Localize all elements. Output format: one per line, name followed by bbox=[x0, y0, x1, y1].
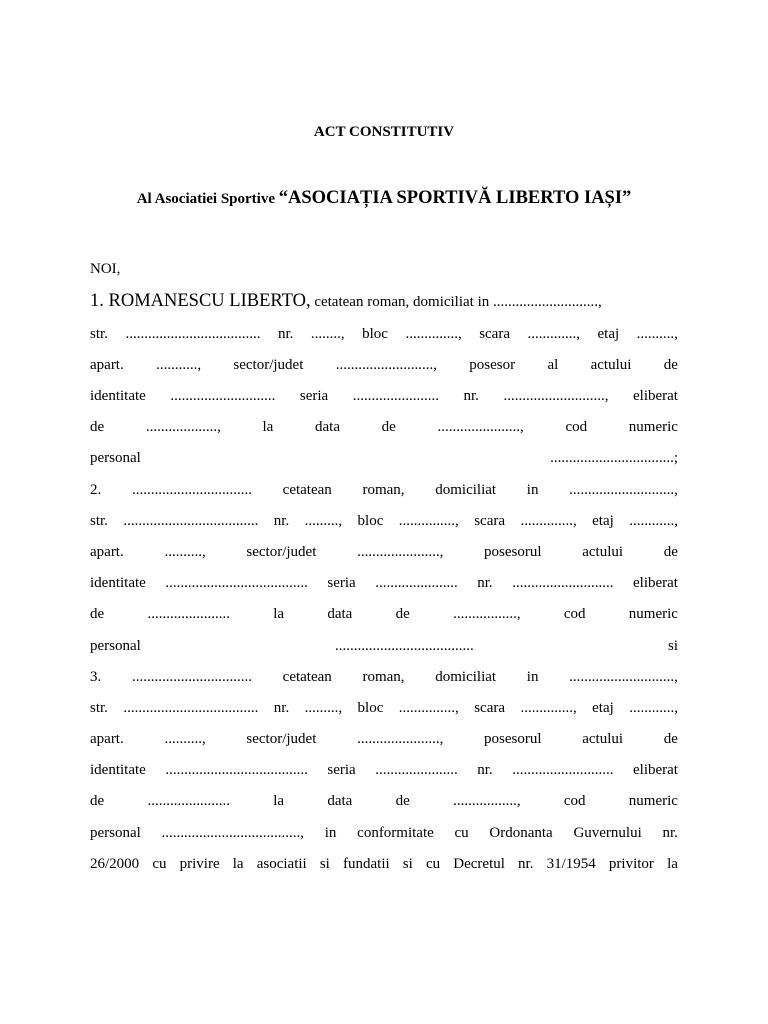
word: in bbox=[526, 669, 539, 685]
word: numeric bbox=[628, 793, 678, 809]
paragraph-line bbox=[90, 604, 678, 624]
word: privire bbox=[179, 856, 220, 872]
word: posesorul bbox=[484, 731, 542, 747]
word: si bbox=[319, 856, 330, 872]
word: ..........................., bbox=[503, 388, 609, 404]
word: eliberat bbox=[633, 388, 678, 404]
word: ................................ bbox=[131, 669, 252, 685]
word: .................................... bbox=[125, 326, 261, 342]
word: ............................, bbox=[569, 482, 678, 498]
document-title: ACT CONSTITUTIV bbox=[313, 124, 455, 140]
word: ............, bbox=[629, 513, 678, 529]
word: nr. bbox=[477, 575, 493, 591]
document-subtitle bbox=[0, 188, 768, 209]
word: ..................., bbox=[145, 419, 221, 435]
word: str. bbox=[90, 326, 108, 342]
word: ............., bbox=[527, 326, 580, 342]
word: de bbox=[90, 606, 105, 622]
paragraph-line bbox=[90, 667, 678, 687]
word: etaj bbox=[592, 513, 614, 529]
word: numeric bbox=[628, 606, 678, 622]
member-name: 1. ROMANESCU LIBERTO, bbox=[90, 291, 311, 311]
word: .............., bbox=[520, 700, 577, 716]
word: .........................., bbox=[335, 357, 437, 373]
word: personal bbox=[90, 825, 141, 841]
word: domiciliat bbox=[435, 482, 497, 498]
word: str. bbox=[90, 700, 108, 716]
paragraph-line bbox=[90, 823, 678, 843]
word: sector/judet bbox=[246, 731, 317, 747]
word: seria bbox=[327, 762, 356, 778]
paragraph-line bbox=[90, 760, 678, 780]
word: ........................... bbox=[512, 575, 614, 591]
word: scara bbox=[474, 700, 506, 716]
word: ......................, bbox=[357, 544, 444, 560]
word: seria bbox=[299, 388, 329, 404]
word: ..........., bbox=[156, 357, 202, 373]
word: roman, bbox=[362, 482, 405, 498]
word: de bbox=[663, 357, 678, 373]
word: cu bbox=[425, 856, 441, 872]
word: ..................................... bbox=[335, 638, 474, 654]
word: ........., bbox=[304, 513, 343, 529]
word: cu bbox=[454, 825, 469, 841]
paragraph-line bbox=[90, 386, 678, 406]
word: ............, bbox=[629, 700, 678, 716]
word: cod bbox=[565, 419, 588, 435]
word: ...................... bbox=[147, 606, 230, 622]
word: de bbox=[90, 793, 105, 809]
word: ......................, bbox=[437, 419, 524, 435]
word: bloc bbox=[357, 700, 384, 716]
word: asociatii bbox=[256, 856, 307, 872]
word: ..............., bbox=[398, 700, 459, 716]
word: .........., bbox=[164, 731, 206, 747]
word: privitor bbox=[608, 856, 654, 872]
word: ........................... bbox=[512, 762, 614, 778]
word: apart. bbox=[90, 357, 124, 373]
word: roman, bbox=[362, 669, 405, 685]
paragraph-line bbox=[90, 729, 678, 749]
word: nr. bbox=[273, 513, 290, 529]
word: scara bbox=[479, 326, 510, 342]
line-text: cetatean roman, domiciliat in ............................, bbox=[314, 294, 602, 310]
word: eliberat bbox=[633, 762, 678, 778]
word: seria bbox=[327, 575, 356, 591]
word: ................., bbox=[453, 606, 521, 622]
word: 31/1954 bbox=[546, 856, 596, 872]
word: cetatean bbox=[282, 669, 332, 685]
word: fundatii bbox=[343, 856, 390, 872]
word: ............................, bbox=[569, 669, 678, 685]
word: scara bbox=[474, 513, 506, 529]
paragraph-line bbox=[90, 791, 678, 811]
word: 26/2000 bbox=[90, 856, 140, 872]
paragraph-line bbox=[90, 291, 678, 311]
intro-text: NOI, bbox=[90, 261, 121, 277]
word: conformitate bbox=[357, 825, 434, 841]
word: data bbox=[327, 793, 353, 809]
paragraph-line bbox=[90, 417, 678, 437]
word: ..............., bbox=[398, 513, 459, 529]
word: actului bbox=[590, 357, 632, 373]
paragraph-line bbox=[90, 480, 678, 500]
word: in bbox=[526, 482, 539, 498]
word: ...................................... bbox=[165, 762, 308, 778]
word: de bbox=[663, 731, 678, 747]
paragraph-line bbox=[90, 636, 678, 656]
word: ............................ bbox=[170, 388, 276, 404]
word: Guvernului bbox=[573, 825, 642, 841]
word: apart. bbox=[90, 544, 124, 560]
word: data bbox=[327, 606, 353, 622]
word: la bbox=[232, 856, 244, 872]
word: domiciliat bbox=[435, 669, 497, 685]
word: ................................ bbox=[131, 482, 252, 498]
word: cu bbox=[152, 856, 167, 872]
word: .............., bbox=[405, 326, 462, 342]
word: posesor bbox=[469, 357, 516, 373]
word: actului bbox=[582, 731, 624, 747]
word: ................., bbox=[453, 793, 521, 809]
word: nr. bbox=[463, 388, 479, 404]
word: ....................................., bbox=[161, 825, 305, 841]
word: .........., bbox=[636, 326, 678, 342]
word: cod bbox=[563, 793, 586, 809]
word: actului bbox=[582, 544, 624, 560]
word: nr. bbox=[273, 700, 290, 716]
word: identitate bbox=[90, 575, 146, 591]
word: ........, bbox=[310, 326, 345, 342]
word: bloc bbox=[362, 326, 388, 342]
word: nr. bbox=[518, 856, 534, 872]
word: numeric bbox=[628, 419, 678, 435]
word: in bbox=[324, 825, 337, 841]
word: de bbox=[395, 793, 410, 809]
paragraph-line bbox=[90, 448, 678, 468]
word: .................................; bbox=[550, 450, 678, 466]
word: la bbox=[273, 793, 285, 809]
word: identitate bbox=[90, 388, 146, 404]
word: eliberat bbox=[633, 575, 678, 591]
word: de bbox=[663, 544, 678, 560]
word: bloc bbox=[357, 513, 384, 529]
paragraph-line bbox=[90, 573, 678, 593]
word: str. bbox=[90, 513, 108, 529]
word: ....................... bbox=[352, 388, 439, 404]
word: nr. bbox=[662, 825, 678, 841]
word: la bbox=[667, 856, 678, 872]
word: data bbox=[315, 419, 340, 435]
word: de bbox=[381, 419, 396, 435]
word: cod bbox=[563, 606, 586, 622]
word: ...................... bbox=[375, 762, 458, 778]
word: .................................... bbox=[123, 700, 259, 716]
word: .............., bbox=[520, 513, 577, 529]
word: de bbox=[90, 419, 105, 435]
word: de bbox=[395, 606, 410, 622]
word: ......................, bbox=[357, 731, 444, 747]
word: nr. bbox=[277, 326, 294, 342]
word: ...................... bbox=[375, 575, 458, 591]
word: .........., bbox=[164, 544, 206, 560]
word: etaj bbox=[597, 326, 620, 342]
word: al bbox=[547, 357, 559, 373]
word: sector/judet bbox=[233, 357, 304, 373]
paragraph-line bbox=[90, 542, 678, 562]
word: .................................... bbox=[123, 513, 259, 529]
word: personal bbox=[90, 450, 141, 466]
subtitle-prefix: Al Asociatiei Sportive bbox=[136, 191, 279, 207]
paragraph-line bbox=[90, 854, 678, 874]
paragraph-line bbox=[90, 511, 678, 531]
word: Decretul bbox=[453, 856, 505, 872]
word: 3. bbox=[90, 669, 102, 685]
word: personal bbox=[90, 638, 141, 654]
word: ...................... bbox=[147, 793, 230, 809]
word: posesorul bbox=[484, 544, 542, 560]
word: ........., bbox=[304, 700, 343, 716]
word: etaj bbox=[592, 700, 614, 716]
paragraph-line bbox=[90, 324, 678, 344]
word: ...................................... bbox=[165, 575, 308, 591]
word: Ordonanta bbox=[489, 825, 553, 841]
word: cetatean bbox=[282, 482, 332, 498]
word: identitate bbox=[90, 762, 146, 778]
word: si bbox=[667, 638, 678, 654]
word: si bbox=[402, 856, 413, 872]
word: la bbox=[262, 419, 274, 435]
paragraph-line bbox=[90, 698, 678, 718]
paragraph-line bbox=[90, 355, 678, 375]
word: 2. bbox=[90, 482, 102, 498]
word: nr. bbox=[477, 762, 493, 778]
association-name: “ASOCIAȚIA SPORTIVĂ LIBERTO IAȘI” bbox=[278, 188, 632, 208]
word: la bbox=[273, 606, 285, 622]
word: sector/judet bbox=[246, 544, 317, 560]
word: apart. bbox=[90, 731, 124, 747]
